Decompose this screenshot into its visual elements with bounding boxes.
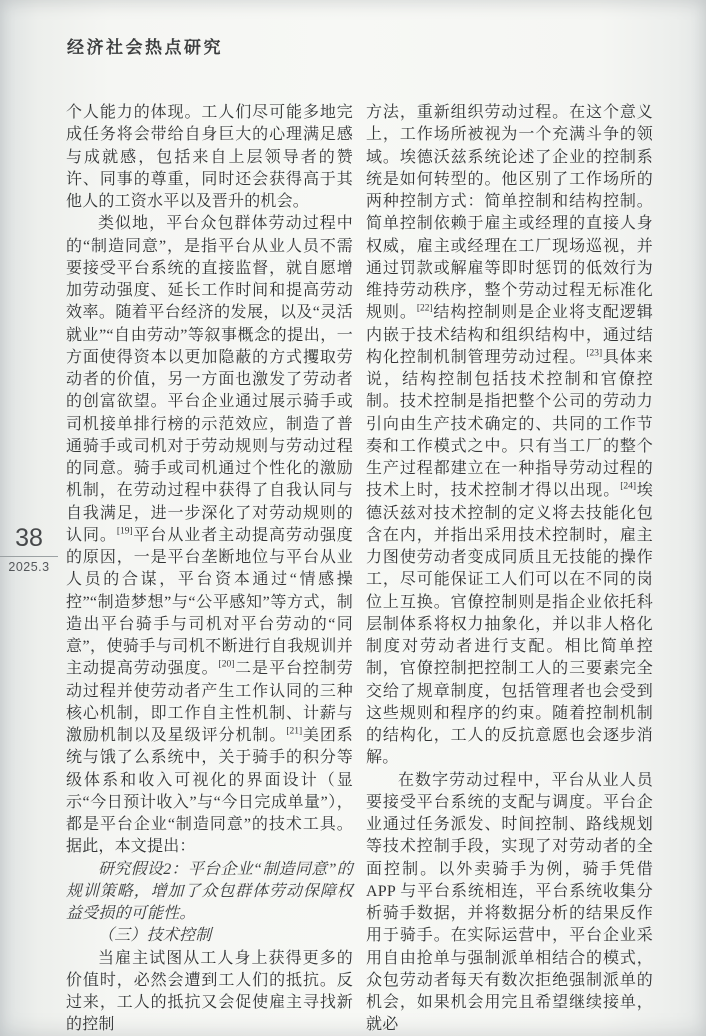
footnote-ref: [23] [586,348,603,359]
paragraph: 个人能力的体现。工人们尽可能多地完成任务将会带给自身巨大的心理满足感与成就感，包括来自上层领导者的赞许、同事的尊重，同时还会获得高于其他人的工资水平以及晋升的机会。 [66,104,353,210]
footnote-ref: [19] [116,526,133,537]
left-column [66,102,353,1036]
footnote-ref: [24] [620,481,637,492]
paragraph: 当雇主试图从工人身上获得更多的价值时，必然会遭到工人们的抵抗。反过来，工人的抵抗又会促使雇主寻找新的控制 [66,949,353,1034]
paragraph: 方法，重新组织劳动过程。在这个意义上，工作场所被视为一个充满斗争的领域。埃德沃兹系统论述了企业的控制系统是如何转型的。他区别了工作场所的两种控制方式：简单控制和结构控制。简单控制依赖于雇主或经理的直接人身权威，雇主或经理在工厂现场巡视，并通过罚款或解雇等即时惩罚的低效行为维持劳动秩序，整个劳动过程无标准化规则。[22]结构控制则是企业将支配逻辑内嵌于技术结构和组织结构中，通过结构化控制机制管理劳动过程。[23]具体来说，结构控制包括技术控制和官僚控制。技术控制是指把整个公司的劳动力引向由生产技术确定的、共同的工作节奏和工作模式之中。只有当工厂的整个生产过程都建立在一种指导劳动过程的技术上时，技术控制才得以出现。[24]埃德沃兹对技术控制的定义将去技能化包含在内，并指出采用技术控制时，雇主力图使劳动者变成同质且无技能的操作工，尽可能保证工人们可以在不同的岗位上互换。官僚控制则是指企业依托科层制体系将权力抽象化，并以非人格化制度对劳动者进行支配。相比简单控制，官僚控制把控制工人的三要素完全交给了规章制度，包括管理者也会受到这些规则和程序的约束。随着控制机制的结构化，工人的反抗意愿也会逐步消解。 [366,104,653,767]
paragraph: 类似地，平台众包群体劳动过程中的“制造同意”，是指平台从业人员不需要接受平台系统的直接监督，就自愿增加劳动强度、延长工作时间和提高劳动效率。随着平台经济的发展，以及“灵活就业”“自由劳动”等叙事概念的提出，一方面使得资本以更加隐蔽的方式攫取劳动者的价值，另一方面也激发了劳动者的创富欲望。平台企业通过展示骑手或司机接单排行榜的示范效应，制造了普通骑手或司机对于劳动规则与劳动过程的同意。骑手或司机通过个性化的激励机制，在劳动过程中获得了自我认同与自我满足，进一步深化了对劳动规则的认同。[19]平台从业者主动提高劳动强度的原因，一是平台垄断地位与平台从业人员的合谋，平台资本通过“情感操控”“制造梦想”与“公平感知”等方式，制造出平台骑手与司机对平台劳动的“同意”，使骑手与司机不断进行自我规训并主动提高劳动强度。[20]二是平台控制劳动过程并使劳动者产生工作认同的三种核心机制，即工作自主性机制、计薪与激励机制以及星级评分机制。[21]美团系统与饿了么系统中，关于骑手的积分等级体系和收入可视化的界面设计（显示“今日预计收入”与“今日完成单量”），都是平台企业“制造同意”的技术工具。据此，本文提出： [66,215,353,856]
issue-label: 2025.3 [8,560,50,574]
paragraph: 在数字劳动过程中，平台从业人员要接受平台系统的支配与调度。平台企业通过任务派发、时间控制、路线规划等技术控制手段，实现了对劳动者的全面控制。以外卖骑手为例，骑手凭借 APP 与平台系统相连，平台系统收集分析骑手数据，并将数据分析的结果反作用于骑手。在实际运营中，平台企业采用自由抢单与强制派单相结合的模式，众包劳动者每天有数次拒绝强制派单的机会，如果机会用完且希望继续接单，就必 [366,771,653,1034]
footnote-ref: [20] [218,659,235,670]
right-column [366,102,653,1036]
footnote-ref: [22] [416,303,433,314]
section-header: 经济社会热点研究 [67,38,223,57]
paragraph: 研究假设2：平台企业“制造同意”的规训策略，增加了众包群体劳动保障权益受损的可能性。 [66,860,353,922]
paragraph: （三）技术控制 [98,927,212,945]
page-number: 38 [15,524,43,552]
footnote-ref: [21] [286,726,303,737]
page-margin-block [0,524,58,574]
margin-divider [0,556,58,557]
